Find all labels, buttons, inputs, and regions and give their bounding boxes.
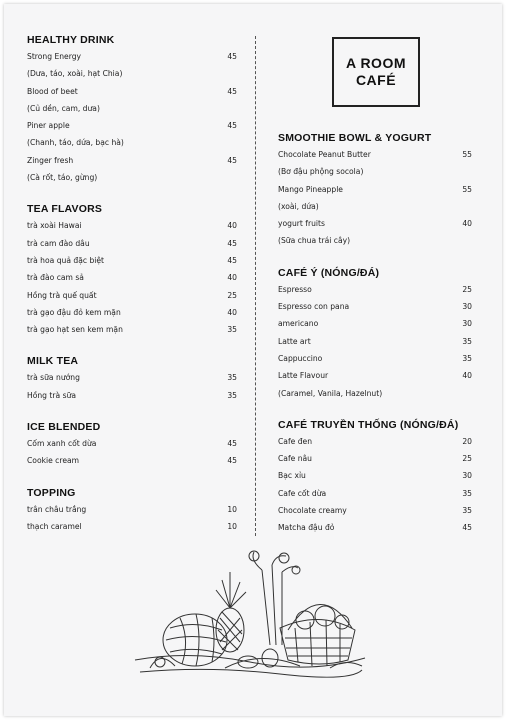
item-price: 45 [227,155,237,165]
menu-item [27,87,237,104]
item-name: Hồng trà sữa [27,390,76,400]
section-tea-flavors [27,203,237,342]
item-price: 35 [227,373,237,383]
section-title: SMOOTHIE BOWL & YOGURT [278,132,432,144]
section-title: CAFÉ TRUYỀN THỐNG (NÓNG/ĐÁ) [278,418,459,431]
item-ingredients-note: (Dưa, táo, xoài, hạt Chia) [27,69,123,79]
item-name: Latte Flavour [278,371,329,381]
menu-item [278,437,472,454]
section-milk-tea [27,355,237,408]
item-price: 45 [227,255,237,265]
section-title: TOPPING [27,486,76,499]
item-name: trà xoài Hawai [27,221,82,231]
column-divider [255,36,256,536]
item-name: Chocolate creamy [278,506,347,516]
item-price: 55 [462,184,472,194]
section-title: TEA FLAVORS [27,203,103,216]
item-price: 40 [227,273,237,283]
item-name: Strong Energy [27,52,82,61]
menu-item [27,439,237,456]
section-title: ICE BLENDED [27,421,101,434]
item-price: 35 [462,353,472,363]
menu-item [278,337,472,354]
item-price: 45 [227,86,237,96]
item-name: americano [278,319,319,329]
item-name: Cafe đen [278,436,313,446]
menu-right-column [278,132,472,554]
item-name: Cookie cream [27,456,80,466]
item-price: 30 [462,471,472,481]
menu-item [27,291,237,308]
menu-item [278,506,472,523]
menu-item [27,121,237,138]
item-price: 40 [462,219,472,229]
menu-item [278,354,472,371]
item-price: 40 [462,371,472,381]
menu-item [278,489,472,506]
item-price: 45 [227,52,237,61]
menu-item [27,239,237,256]
item-price: 25 [227,290,237,300]
item-price: 55 [462,150,472,159]
item-name: trân châu trắng [27,504,87,514]
section-topping [27,487,237,540]
item-price: 45 [227,439,237,449]
menu-item [278,219,472,236]
item-ingredients-note: (xoài, dứa) [278,201,319,211]
item-ingredients-note: (Bơ đậu phộng socola) [278,167,364,177]
menu-item [278,454,472,471]
menu-item [27,325,237,342]
menu-item [27,256,237,273]
item-name: trà hoa quả đặc biệt [27,255,105,265]
item-ingredients-note: (Củ dền, cam, dưa) [27,103,100,113]
item-price: 45 [227,121,237,131]
item-ingredients-note: (Cà rốt, táo, gừng) [27,173,98,183]
menu-item [27,373,237,390]
section-smoothie-bowl-yogurt [278,132,472,254]
item-name: Cafe cốt dừa [278,488,327,498]
item-ingredients-note: (Sữa chua trái cây) [278,236,351,246]
item-name: Chocolate Peanut Butter [278,150,371,159]
menu-item [27,52,237,69]
menu-item [278,150,472,167]
item-name: trà cam đào dâu [27,238,90,248]
menu-item [27,273,237,290]
menu-item [27,308,237,325]
item-name: Latte art [278,336,311,346]
item-price: 25 [462,454,472,464]
item-name: Cappuccino [278,353,323,363]
item-price: 30 [462,302,472,312]
menu-item [27,456,237,473]
menu-left-column [27,34,237,552]
menu-item [27,522,237,539]
menu-item [27,221,237,238]
menu-item [278,302,472,319]
section-ice-blended [27,421,237,474]
item-price: 10 [227,504,237,514]
item-name: Espresso [278,284,312,294]
item-name: Bạc xỉu [278,471,306,481]
item-name: Espresso con pana [278,302,350,312]
item-price: 35 [227,325,237,335]
menu-item [278,523,472,540]
item-name: trà đào cam sả [27,273,84,283]
item-price: 45 [227,238,237,248]
item-name: yogurt fruits [278,219,325,229]
section-cafe-y-nong-da [278,267,472,406]
item-price: 45 [462,523,472,533]
fruit-basket-illustration [130,550,370,690]
item-name: trà sữa nướng [27,373,80,383]
item-price: 30 [462,319,472,329]
item-price: 45 [227,456,237,466]
item-price: 35 [462,336,472,346]
item-price: 25 [462,284,472,294]
item-name: trà gạo hạt sen kem mặn [27,325,123,335]
item-name: Zinger fresh [27,155,74,165]
logo-line-1: A ROOM [345,55,407,71]
item-name: Hồng trà quế quất [27,290,97,300]
item-name: Matcha đậu đỏ [278,523,335,533]
menu-item [278,285,472,302]
menu-item [27,156,237,173]
item-price: 35 [462,506,472,516]
item-price: 10 [227,521,237,531]
menu-item [278,471,472,488]
cafe-logo [332,37,420,107]
menu-item [278,319,472,336]
menu-item [278,185,472,202]
section-cafe-truyen-thong-nong-da [278,419,472,541]
item-ingredients-note: (Chanh, táo, dứa, bạc hà) [27,138,124,148]
logo-line-2: CAFÉ [355,72,397,88]
item-price: 40 [227,307,237,317]
item-name: Cốm xanh cốt dừa [27,439,97,449]
menu-item [27,505,237,522]
item-price: 20 [462,436,472,446]
menu-item [27,391,237,408]
item-name: Mango Pineapple [278,184,343,194]
section-title: CAFÉ Ý (NÓNG/ĐÁ) [278,266,380,279]
item-price: 35 [227,390,237,400]
section-healthy-drink [27,34,237,190]
item-name: Piner apple [27,121,70,131]
item-name: Cafe nâu [278,454,312,464]
item-name: trà gạo đậu đỏ kem mặn [27,307,121,317]
item-name: Blood of beet [27,86,78,96]
item-name: thạch caramel [27,521,82,531]
menu-item [278,371,472,388]
section-title: MILK TEA [27,355,79,368]
section-title: HEALTHY DRINK [27,34,115,46]
item-ingredients-note: (Caramel, Vanila, Hazelnut) [278,388,383,398]
item-price: 35 [462,488,472,498]
item-price: 40 [227,221,237,231]
